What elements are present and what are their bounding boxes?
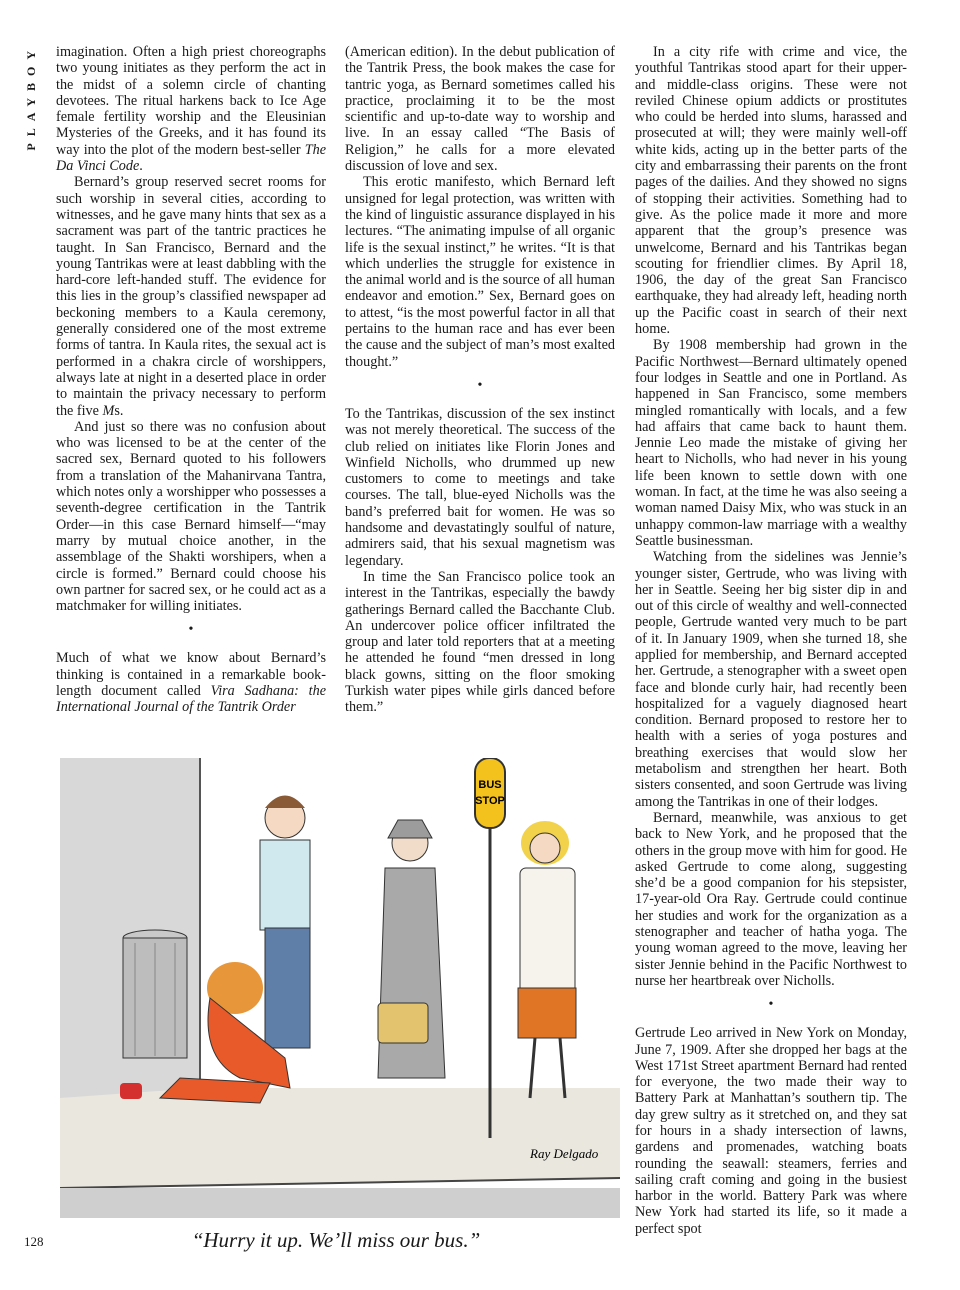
section-break-bullet: • — [768, 997, 774, 1013]
paragraph: This erotic manifesto, which Bernard left unsigned for legal protection, was written with the kind of linguistic assurance displayed in his lectures. “The animating impulse of all organic life is the sexual instinct,” he writes. “It is that which underlies the struggle for existence in the animal world and is the source of all human endeavor and emotion.” Sex, Bernard goes on to attest, “is the most powerful factor in all that pertains to the human race and has ever been the cause and the subject of man’s most exalted thought.” — [345, 174, 615, 370]
paragraph: Watching from the sidelines was Jennie’s younger sister, Gertrude, who was living with her in Seattle. Seeing her big sister dip in and out of this circle of wealthy and well-connected people, Gertrude wanted very much to be part of it. In January 1909, when she turned 18, she applied for membership, and Bernard accepted her. Gertrude, a stenographer with a sweet open face and blonde curly hair, had recently been hospitalized for a vaguely diagnosed heart condition. Bernard proposed to restore her to health with a series of yoga postures and breathing exercises that would slow her metabolism and strengthen her heart. Both sisters consented, and soon Gertrude was living among the Tantrikas in one of their lodges. — [635, 549, 907, 810]
red-purse — [120, 1083, 142, 1099]
paragraph: (American edition). In the debut publication of the Tantrik Press, the book makes the case for tantric yoga, as Bernard sometimes called his practice, proclaiming it to be the most scientific and up-to-date way to worship and live. In an essay called “The Basis of Religion,” he calls for a more elevated discussion of love and sex. — [345, 44, 615, 175]
paragraph: In time the San Francisco police took an interest in the Tantrikas, especially the bawdy gatherings Bernard called the Bacchante Club. An undercover police officer infiltrated the group and later told reporters that at a meeting he attended he found “men dressed in long black gowns, sitting on the floor smoking Turkish water pipes while girls danced before them.” — [345, 568, 615, 716]
paragraph: imagination. Often a high priest choreographs two young initiates as they perform the act in the midst of a solemn circle of chanting devotees. The ritual harkens back to Ice Age female fertility worship and the Eleusinian Mysteries of the Greeks, and it has found its way into the plot of the modern best-seller The Da Vinci Code. — [56, 44, 326, 175]
briefcase — [378, 1003, 428, 1043]
bus-sign-text-1: BUS — [478, 779, 502, 791]
paragraph: Much of what we know about Bernard’s thinking is contained in a remarkable book-length document called Vira Sadhana: the International Journal of the Tantrik Order — [56, 650, 326, 716]
artist-signature: Ray Delgado — [530, 1146, 599, 1161]
section-break-bullet: • — [477, 377, 483, 393]
man-figure — [260, 796, 310, 1049]
masthead-text: PLAYBOY — [24, 44, 38, 151]
cartoon-drawing — [60, 758, 620, 1218]
section-break-bullet: • — [188, 622, 194, 638]
curb — [60, 1188, 620, 1218]
trash-can — [123, 930, 187, 1058]
vertical-masthead — [22, 44, 42, 151]
sidewalk — [60, 1088, 620, 1188]
blonde-woman-figure — [518, 821, 576, 1098]
cartoon-caption: “Hurry it up. We’ll miss our bus.” — [191, 1228, 481, 1252]
paragraph: Bernard’s group reserved secret rooms for such worship in several cities, according to witnesses, and he gave many hints that sex as a sacrament was part of the tantric practices he taught. In San Francisco, Bernard and the young Tantrikas were at least dabbling with the hard-core left-handed stuff. The evidence for this lies in the group’s classified newspaper ad beckoning members to a Kaula ceremony, generally considered one of the most extreme forms of tantra. In Kaula rites, the sexual act is performed in a chakra circle of worshippers, always late at night in a deserted place in order to maintain the privacy necessary to perform the five Ms. — [56, 174, 326, 419]
bus-sign-text-2: STOP — [475, 795, 505, 807]
paragraph: Bernard, meanwhile, was anxious to get back to New York, and he proposed that the others in the group move with him for good. He asked Gertrude to come along, suggesting she’d be a good companion for his stepsister, 17-year-old Ora Ray. Gertrude could continue her studies and work for the organization as a stenographer and teacher of hatha yoga. The young woman agreed to the move, leaving her sister Jennie behind in the Pacific Northwest to nurse her heartbreak over Nicholls. — [635, 809, 907, 989]
paragraph: In a city rife with crime and vice, the youthful Tantrikas stood apart for their upper- and middle-class origins. These were not reviled Chinese opium addicts or prostitutes who could be herded into slums, harassed and prosecuted at will; they were mainly well-off white kids, acting up in the better parts of the city and embarrassing their parents on the front pages of the dailies. And they showed no signs of stopping their activities. Something had to give. As the police made it more and more apparent that the group’s presence was unwelcome, Bernard and his Tantrikas began scouting for friendlier climes. By April 18, 1906, the day of the great San Francisco earthquake, they had already left, heading north up the Pacific coast in search of their next home. — [635, 44, 907, 338]
old-man-figure — [378, 820, 445, 1078]
column-2 — [345, 44, 615, 716]
paragraph: To the Tantrikas, discussion of the sex instinct was not merely theoretical. The success of the club relied on initiates like Florin Jones and Winfield Nicholls, who drummed up new customers to come to meetings and take courses. The tall, blue-eyed Nicholls was the band’s preferred bait for women. He was so handsome and devastatingly soulful of nature, admirers said, that his sexual magnetism was legendary. — [345, 405, 615, 569]
paragraph: And just so there was no confusion about who was licensed to be at the center of the sacred sex, Bernard quoted to his followers from a translation of the Mahanirvana Tantra, which notes only a worshipper who possesses a seventh-degree certification in the Tantrik Order—in this case Bernard himself—“may marry by mutual choice another, in the assemblage of the Shakti worshipers, when a circle is formed.” Bernard could choose his own partner for sacred sex, or he could act as a matchmaker for willing initiates. — [56, 418, 326, 615]
column-1 — [56, 44, 326, 716]
page-number: 128 — [24, 1234, 44, 1249]
paragraph: Gertrude Leo arrived in New York on Monday, June 7, 1909. After she dropped her bags at the West 171st Street apartment Bernard had rented for everyone, the two made their way to Battery Park at Manhattan’s southern tip. The day grew sultry as it stretched on, and they sat for hours in a shady intersection of lawns, gardens and promenades, watching boats rounding the seawall: steamers, ferries and sailing craft coming and going in the busiest harbor in the world. Battery Park was where New York had started its life, so it made a perfect spot — [635, 1025, 907, 1237]
paragraph: By 1908 membership had grown in the Pacific Northwest—Bernard ultimately opened four lodges in Seattle and one in Portland. As happened in San Francisco, some members mingled romantically with locals, and a few had affairs that came back to haunt them. Jennie Leo made the mistake of giving her heart to Nicholls, who had never in his young life been known to settle down with one woman. In fact, at the time he was also seeing a woman named Daisy Mix, who was stuck in an unhappy common-law marriage with a wealthy Seattle businessman. — [635, 337, 907, 549]
bus-stop-sign — [475, 758, 505, 1138]
cartoon-illustration — [60, 758, 620, 1218]
column-3 — [635, 44, 907, 1237]
